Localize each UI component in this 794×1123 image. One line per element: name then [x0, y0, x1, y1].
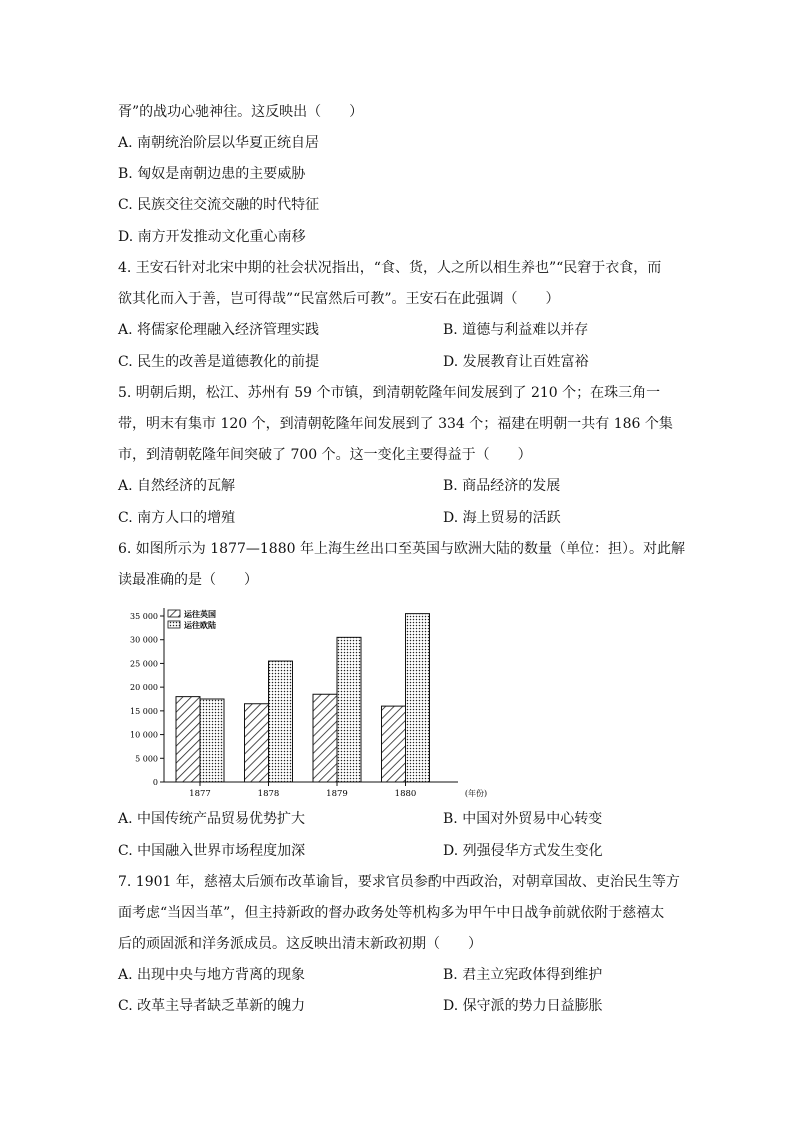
x-tick-label: 1879: [326, 789, 348, 799]
q4-stem-line-2: 欲其化而入于善，岂可得哉”“民富然后可教”。王安石在此强调（ ）: [118, 291, 560, 307]
bar-europe-1877: [200, 699, 224, 782]
q7-option-b: B. 君主立宪政体得到维护: [443, 967, 603, 983]
q3-option-d: D. 南方开发推动文化重心南移: [118, 229, 306, 245]
y-tick-label: 0: [152, 778, 158, 787]
q4-option-a: A. 将儒家伦理融入经济管理实践: [118, 322, 320, 338]
x-axis-label: (年份): [464, 789, 488, 798]
y-tick-label: 10 000: [130, 730, 158, 740]
q3-option-b: B. 匈奴是南朝边患的主要威胁: [118, 166, 306, 182]
q4-option-d: D. 发展教育让百姓富裕: [443, 354, 589, 370]
bar-britain-1879: [313, 694, 337, 782]
q5-stem-line-2: 带，明末有集市 120 个，到清朝乾隆年间发展到了 334 个；福建在明朝一共有 186 个集: [118, 416, 673, 432]
q7-stem-line-3: 后的顽固派和洋务派成员。这反映出清末新政初期（ ）: [118, 936, 482, 952]
q4-option-b: B. 道德与利益难以并存: [443, 322, 589, 338]
y-tick-label: 15 000: [130, 706, 158, 716]
x-tick-label: 1877: [189, 789, 211, 799]
y-tick-label: 30 000: [130, 635, 158, 645]
q4-option-c: C. 民生的改善是道德教化的前提: [118, 354, 320, 370]
q3-option-c: C. 民族交往交流交融的时代特征: [118, 197, 320, 213]
bar-britain-1877: [176, 697, 200, 782]
q5-stem-line-3: 市，到清朝乾隆年间突破了 700 个。这一变化主要得益于（ ）: [118, 447, 532, 463]
q3-option-a: A. 南朝统治阶层以华夏正统自居: [118, 135, 320, 151]
q3-stem-tail: 胥”的战功心驰神往。这反映出（ ）: [118, 104, 364, 120]
q5-option-a: A. 自然经济的瓦解: [118, 478, 236, 494]
q7-option-c: C. 改革主导者缺乏革新的魄力: [118, 998, 306, 1014]
legend-label: 运往英国: [184, 609, 216, 619]
bar-britain-1878: [245, 704, 269, 782]
x-tick-label: 1878: [257, 789, 280, 799]
y-tick-label: 20 000: [130, 683, 158, 693]
legend-swatch: [168, 621, 180, 628]
legend-swatch: [168, 610, 180, 617]
q6-option-c: C. 中国融入世界市场程度加深: [118, 843, 306, 859]
q7-option-a: A. 出现中央与地方背离的现象: [118, 967, 306, 983]
x-tick-label: 1880: [394, 789, 417, 799]
y-tick-label: 5 000: [135, 754, 158, 764]
q7-option-d: D. 保守派的势力日益膨胀: [443, 998, 603, 1014]
silk-export-bar-chart: [118, 600, 488, 805]
q7-stem-line-1: 7. 1901 年，慈禧太后颁布改革谕旨，要求官员参酌中西政治，对朝章国故、吏治民生等方: [118, 874, 680, 890]
q6-option-d: D. 列强侵华方式发生变化: [443, 843, 603, 859]
q5-option-d: D. 海上贸易的活跃: [443, 510, 561, 526]
y-tick-label: 25 000: [130, 659, 158, 669]
q6-option-b: B. 中国对外贸易中心转变: [443, 811, 603, 827]
q5-option-c: C. 南方人口的增殖: [118, 510, 236, 526]
bar-europe-1878: [269, 661, 293, 782]
q6-stem-line-2: 读最准确的是（ ）: [118, 572, 258, 588]
q6-option-a: A. 中国传统产品贸易优势扩大: [118, 811, 306, 827]
bar-europe-1879: [337, 637, 361, 782]
q7-stem-line-2: 面考虑“当因当革”，但主持新政的督办政务处等机构多为甲午中日战争前就依附于慈禧太: [118, 905, 665, 921]
q4-stem-line-1: 4. 王安石针对北宋中期的社会状况指出，“食、货，人之所以相生养也”“民窘于衣食，而: [118, 260, 662, 276]
bar-britain-1880: [382, 706, 406, 782]
y-tick-label: 35 000: [130, 612, 158, 621]
q5-option-b: B. 商品经济的发展: [443, 478, 561, 494]
q6-stem-line-1: 6. 如图所示为 1877—1880 年上海生丝出口至英国与欧洲大陆的数量（单位：担）。对此解: [118, 541, 685, 557]
legend-label: 运往欧陆: [184, 620, 216, 630]
bar-europe-1880: [406, 614, 430, 782]
q5-stem-line-1: 5. 明朝后期，松江、苏州有 59 个市镇，到清朝乾隆年间发展到了 210 个；在珠三角一: [118, 385, 661, 401]
